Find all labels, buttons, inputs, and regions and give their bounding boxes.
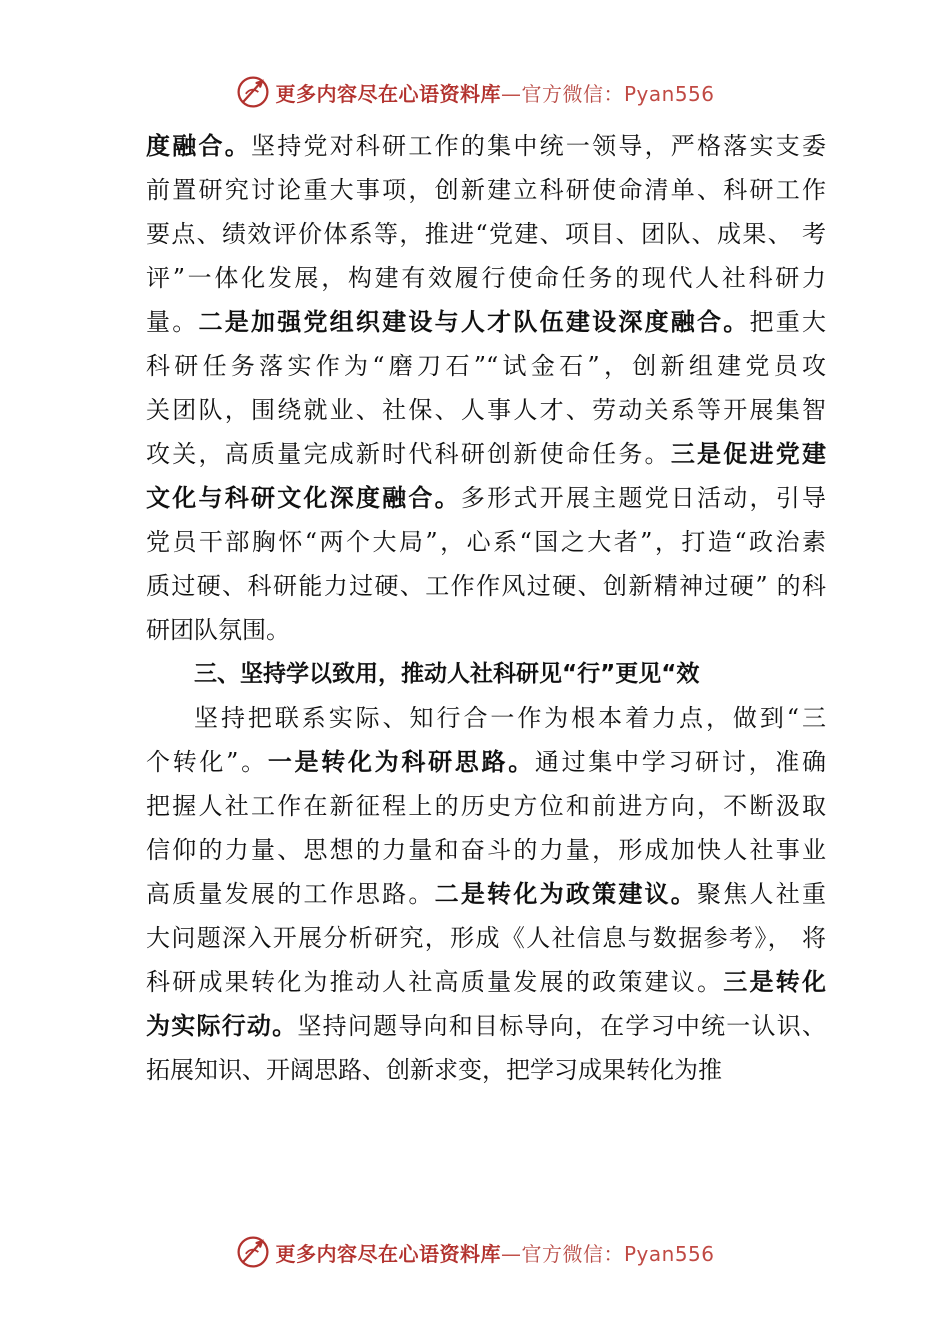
text-line xyxy=(146,476,826,520)
bold-phrase: 二是转化为政策建议。 xyxy=(434,880,698,908)
text-run: 研团队氛围。 xyxy=(146,616,290,644)
text-line xyxy=(146,124,826,168)
text-run: 要点、绩效评价体系等，推进“党建、项目、团队、成果、 考 xyxy=(146,220,826,248)
brand-logo-icon xyxy=(235,74,271,110)
bold-phrase: 文化与科研文化深度融合。 xyxy=(146,484,461,512)
watermark-separator: — xyxy=(500,81,522,106)
bold-phrase: 三是转化 xyxy=(723,968,827,996)
text-run: 拓展知识、开阔思路、创新求变，把学习成果转化为推 xyxy=(146,1056,722,1084)
text-run: 坚持把联系实际、知行合一作为根本着力点，做到“三 xyxy=(194,704,826,732)
text-run: 大问题深入开展分析研究，形成《人社信息与数据参考》， 将 xyxy=(146,924,826,952)
text-run: 高质量发展的工作思路。 xyxy=(146,880,435,908)
text-run: 信仰的力量、思想的力量和奋斗的力量，形成加快人社事业 xyxy=(146,836,826,864)
watermark-brand: 更多内容尽在心语资料库 xyxy=(275,81,501,106)
text-line xyxy=(146,608,826,652)
text-line xyxy=(146,740,826,784)
text-run: 坚持问题导向和目标导向，在学习中统一认识、 xyxy=(297,1012,827,1040)
brand-logo-icon xyxy=(235,1234,271,1270)
text-run: 多形式开展主题党日活动，引导 xyxy=(460,484,827,512)
text-line xyxy=(146,916,826,960)
text-line xyxy=(146,256,826,300)
text-run: 量。 xyxy=(146,308,199,336)
text-line xyxy=(146,960,826,1004)
text-run: 把握人社工作在新征程上的历史方位和前进方向，不断汲取 xyxy=(146,792,826,820)
text-line xyxy=(146,696,826,740)
text-run: 质过硬、科研能力过硬、工作作风过硬、创新精神过硬” 的科 xyxy=(146,572,826,600)
bold-phrase: 为实际行动。 xyxy=(146,1012,298,1040)
text-run: 聚焦人社重 xyxy=(697,880,827,908)
bold-phrase: 三是促进党建 xyxy=(670,440,827,468)
watermark-label: 官方微信： xyxy=(521,81,624,106)
text-run: 评”一体化发展，构建有效履行使命任务的现代人社科研力 xyxy=(146,264,826,292)
bold-phrase: 二是加强党组织建设与人才队伍建设深度融合。 xyxy=(198,308,750,336)
text-run: 个转化”。 xyxy=(146,748,268,776)
watermark-label: 官方微信： xyxy=(521,1241,624,1266)
text-run: 攻关，高质量完成新时代科研创新使命任务。 xyxy=(146,440,671,468)
text-line xyxy=(146,168,826,212)
watermark-brand: 更多内容尽在心语资料库 xyxy=(275,1241,501,1266)
text-run: 通过集中学习研讨，准确 xyxy=(534,748,827,776)
watermark-separator: — xyxy=(500,1241,522,1266)
text-line xyxy=(146,1048,826,1092)
text-run: 党员干部胸怀“两个大局”，心系“国之大者”，打造“政治素 xyxy=(146,528,826,556)
text-line xyxy=(146,300,826,344)
text-line xyxy=(146,1004,826,1048)
bold-phrase: 一是转化为科研思路。 xyxy=(267,748,535,776)
document-body xyxy=(146,124,826,1092)
text-line xyxy=(146,872,826,916)
watermark-text xyxy=(275,78,714,107)
footer-watermark xyxy=(0,1232,950,1272)
text-line xyxy=(146,784,826,828)
watermark-wechat-id: Pyan556 xyxy=(623,1241,715,1266)
text-line xyxy=(146,212,826,256)
watermark-text xyxy=(275,1238,714,1267)
text-run: 科研成果转化为推动人社高质量发展的政策建议。 xyxy=(146,968,724,996)
text-run: 关团队，围绕就业、社保、人事人才、劳动关系等开展集智 xyxy=(146,396,826,424)
text-line xyxy=(146,520,826,564)
text-line xyxy=(146,388,826,432)
section-heading: 三、坚持学以致用，推动人社科研见“行”更见“效 xyxy=(194,661,700,687)
header-watermark xyxy=(0,72,950,112)
text-run: 前置研究讨论重大事项，创新建立科研使命清单、科研工作 xyxy=(146,176,826,204)
text-line xyxy=(146,828,826,872)
text-run: 科研任务落实作为“磨刀石”“试金石”，创新组建党员攻 xyxy=(146,352,826,380)
text-run: 坚持党对科研工作的集中统一领导，严格落实支委 xyxy=(250,132,827,160)
bold-phrase: 度融合。 xyxy=(146,132,251,160)
text-run: 把重大 xyxy=(749,308,827,336)
text-line xyxy=(146,564,826,608)
watermark-wechat-id: Pyan556 xyxy=(623,81,715,106)
text-line xyxy=(146,432,826,476)
text-line xyxy=(146,344,826,388)
